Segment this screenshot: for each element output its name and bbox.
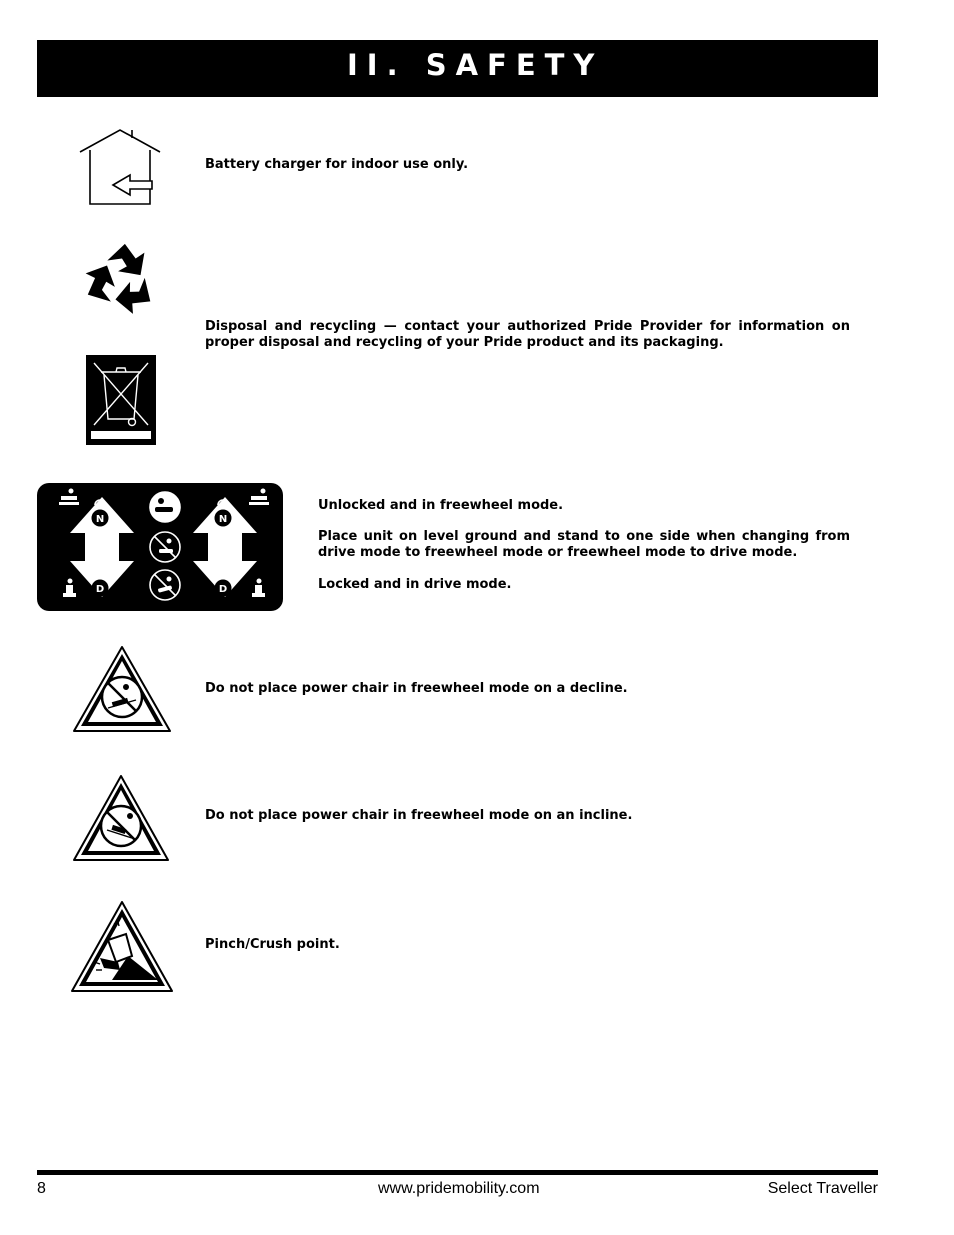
- footer-website: www.pridemobility.com: [378, 1180, 540, 1197]
- incline-warning-icon: [72, 774, 170, 862]
- pinch-crush-warning-icon: [70, 900, 174, 993]
- disposal-text: Disposal and recycling — contact your authorized Pride Provider for information on proper disposal and recycling of your Pride product and its packaging.: [205, 319, 850, 350]
- decline-text: Do not place power chair in freewheel mode on a decline.: [205, 681, 628, 696]
- neutral-letter: N: [218, 514, 228, 525]
- unlocked-text: Unlocked and in freewheel mode.: [318, 498, 564, 513]
- page-number: 8: [37, 1180, 46, 1197]
- drive-letter: D: [218, 584, 228, 595]
- indoor-use-icon: [78, 128, 162, 208]
- place-unit-text: Place unit on level ground and stand to one side when changing from drive mode to freewheel mode or freewheel mode to drive mode.: [318, 529, 850, 560]
- neutral-letter: N: [95, 514, 105, 525]
- footer-product: Select Traveller: [767, 1180, 878, 1197]
- pinch-crush-text: Pinch/Crush point.: [205, 937, 340, 952]
- incline-text: Do not place power chair in freewheel mode on an incline.: [205, 808, 633, 823]
- footer-rule: [37, 1170, 878, 1175]
- decline-warning-icon: [72, 645, 172, 733]
- weee-bin-icon: [86, 355, 156, 445]
- page-title: II. SAFETY: [347, 48, 604, 82]
- section-header: [37, 40, 878, 97]
- indoor-use-text: Battery charger for indoor use only.: [205, 157, 469, 172]
- freewheel-label-icon: [37, 483, 283, 611]
- recycle-icon: [80, 240, 162, 320]
- locked-text: Locked and in drive mode.: [318, 577, 512, 592]
- drive-letter: D: [95, 584, 105, 595]
